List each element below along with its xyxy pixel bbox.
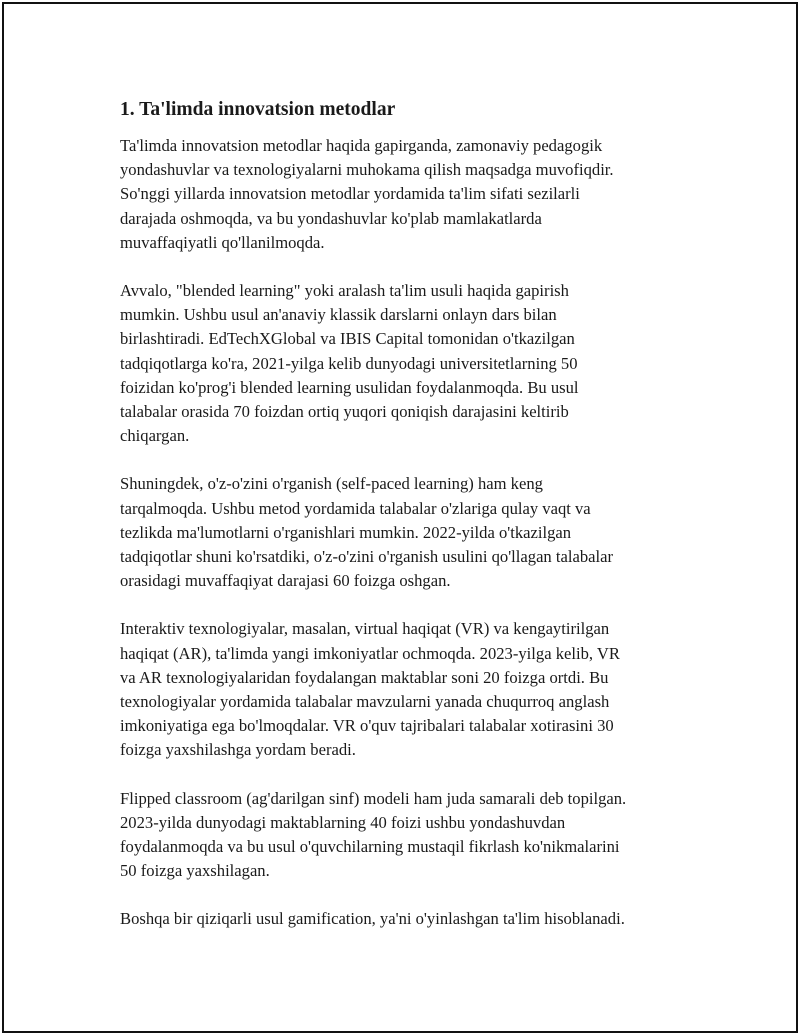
text-line: tarqalmoqda. Ushbu metod yordamida talabalar o'zlariga qulay vaqt va — [120, 498, 591, 518]
text-line: Boshqa bir qiziqarli usul gamification, ya'ni o'yinlashgan ta'lim hisoblanadi. — [120, 909, 625, 929]
text-line: darajada oshmoqda, va bu yondashuvlar ko'plab mamlakatlarda — [120, 208, 542, 228]
text-line: haqiqat (AR), ta'limda yangi imkoniyatlar ochmoqda. 2023-yilga kelib, VR — [120, 643, 620, 663]
paragraph-6 — [120, 907, 700, 931]
text-line: orasidagi muvaffaqiyat darajasi 60 foizga oshgan. — [120, 571, 451, 591]
paragraph-3 — [120, 472, 700, 593]
text-line: talabalar orasida 70 foizdan ortiq yuqori qoniqish darajasini keltirib — [120, 402, 569, 422]
text-line: Flipped classroom (ag'darilgan sinf) modeli ham juda samarali deb topilgan. — [120, 788, 627, 808]
text-line: foizidan ko'prog'i blended learning usulidan foydalanmoqda. Bu usul — [120, 377, 579, 397]
text-line: tezlikda ma'lumotlarni o'rganishlari mumkin. 2022-yilda o'tkazilgan — [120, 522, 572, 542]
text-line: muvaffaqiyatli qo'llanilmoqda. — [120, 232, 325, 252]
document-content — [120, 97, 700, 956]
text-line: birlashtiradi. EdTechXGlobal va IBIS Capital tomonidan o'tkazilgan — [120, 329, 575, 349]
text-line: Ta'limda innovatsion metodlar haqida gapirganda, zamonaviy pedagogik — [120, 136, 603, 155]
text-line: tadqiqotlar shuni ko'rsatdiki, o'z-o'zini o'rganish usulini qo'llagan talabalar — [120, 547, 613, 567]
text-line: Interaktiv texnologiyalar, masalan, virtual haqiqat (VR) va kengaytirilgan — [120, 619, 610, 639]
text-line: So'nggi yillarda innovatsion metodlar yordamida ta'lim sifati sezilarli — [120, 184, 580, 204]
paragraph-5 — [120, 787, 700, 884]
paragraph-1 — [120, 134, 700, 255]
text-line: Shuningdek, o'z-o'zini o'rganish (self-paced learning) ham keng — [120, 474, 543, 494]
paragraph-2 — [120, 279, 700, 448]
text-line: mumkin. Ushbu usul an'anaviy klassik darslarni onlayn dars bilan — [120, 305, 557, 325]
paragraph-4 — [120, 617, 700, 762]
text-line: foizga yaxshilashga yordam beradi. — [120, 740, 356, 760]
document-page — [2, 2, 798, 1033]
text-line: yondashuvlar va texnologiyalarni muhokama qilish maqsadga muvofiqdir. — [120, 160, 614, 180]
text-line: 50 foizga yaxshilagan. — [120, 861, 270, 881]
text-line: 2023-yilda dunyodagi maktablarning 40 foizi ushbu yondashuvdan — [120, 812, 566, 832]
text-line: texnologiyalar yordamida talabalar mavzularni yanada chuqurroq anglash — [120, 692, 610, 712]
text-line: tadqiqotlarga ko'ra, 2021-yilga kelib dunyodagi universitetlarning 50 — [120, 353, 578, 373]
text-line: chiqargan. — [120, 426, 190, 446]
text-line: va AR texnologiyalaridan foydalangan maktablar soni 20 foizga ortdi. Bu — [120, 667, 609, 687]
text-line: Avvalo, "blended learning" yoki aralash ta'lim usuli haqida gapirish — [120, 281, 569, 301]
text-line: imkoniyatiga ega bo'lmoqdalar. VR o'quv tajribalari talabalar xotirasini 30 — [120, 716, 614, 736]
text-line: foydalanmoqda va bu usul o'quvchilarning mustaqil fikrlash ko'nikmalarini — [120, 837, 620, 857]
section-heading: 1. Ta'limda innovatsion metodlar — [120, 99, 396, 120]
